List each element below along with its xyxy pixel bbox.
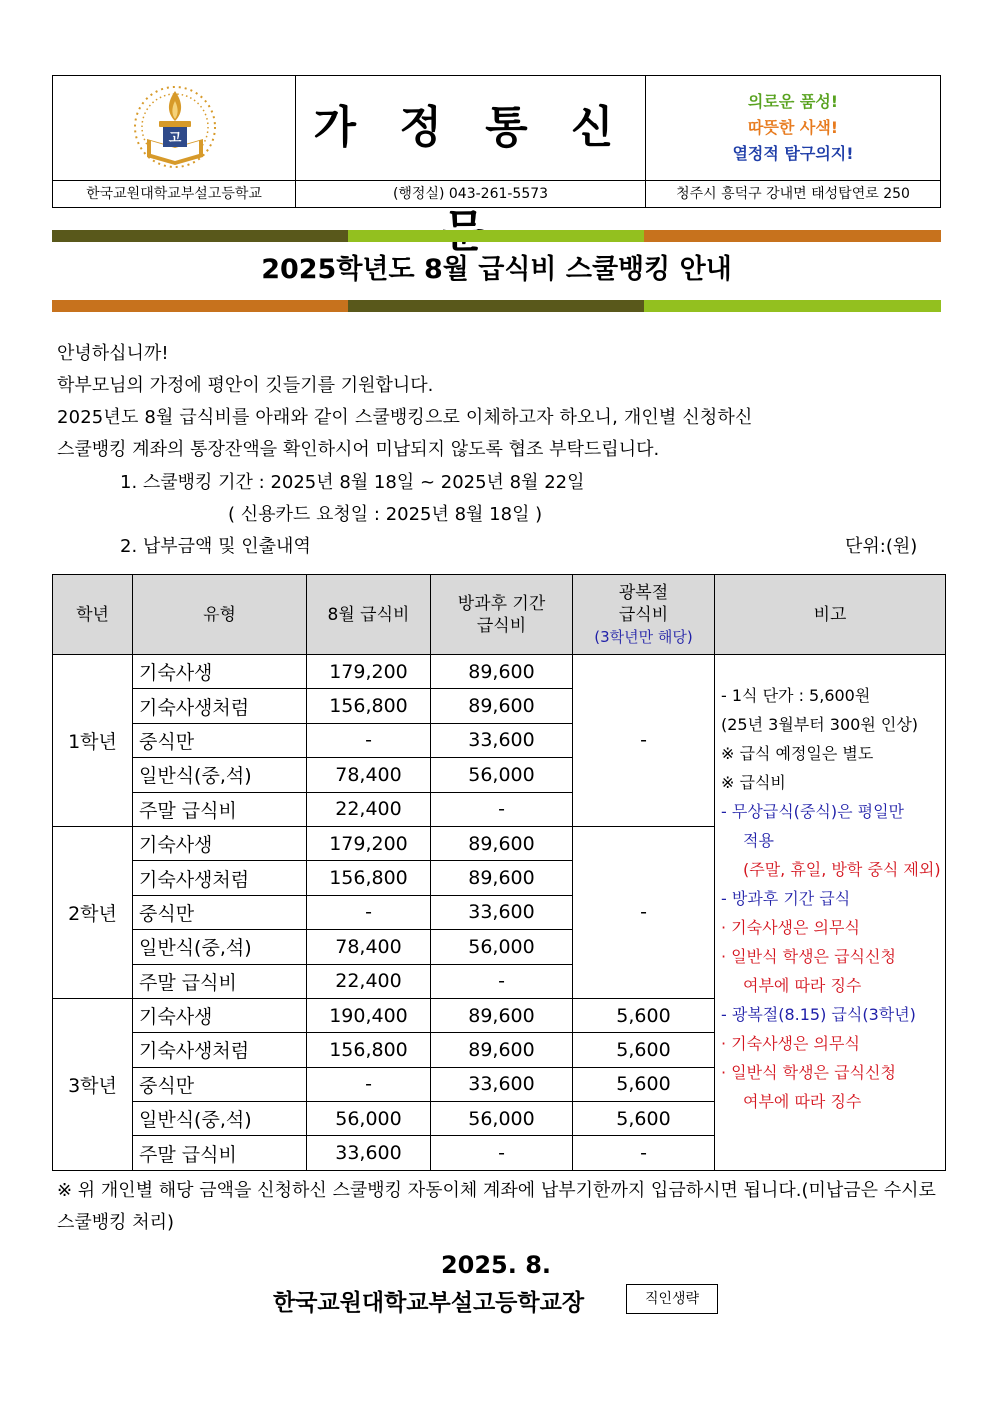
school-name: 한국교원대학교부설고등학교 [53,181,296,208]
header-grade: 학년 [53,575,133,655]
table-row: 중식만 - 33,600 [53,895,946,929]
table-row: 3학년 기숙사생 190,400 89,600 5,600 [53,998,946,1032]
table-row: 주말 급식비 22,400 - [53,792,946,826]
unit-label: 단위:(원) [845,536,918,557]
school-address: 청주시 흥덕구 강내면 태성탑연로 250 [676,186,910,202]
title-cell [296,76,646,180]
motto-line-2: 따뜻한 사색! [747,118,839,137]
table-row: 기숙사생처럼 156,800 89,600 [53,689,946,723]
table-header-row [53,575,946,655]
table-row: 중식만 - 33,600 5,600 [53,1067,946,1101]
card-request-date: ( 신용카드 요청일 : 2025년 8월 18일 ) [228,504,543,525]
motto-line-3: 열정적 탐구의지! [732,144,854,163]
table-row: 중식만 - 33,600 [53,723,946,757]
top-bar-olive [52,230,348,242]
grade-cell: 2학년 [53,826,133,998]
header-notes: 비고 [715,575,946,655]
table-row: 주말 급식비 22,400 - [53,964,946,998]
greeting: 안녕하십니까! [57,343,169,364]
payment-section-label: 2. 납부금액 및 인출내역 [120,536,311,557]
table-row: 일반식(중,석) 78,400 56,000 [53,930,946,964]
grade-cell: 3학년 [53,998,133,1170]
table-row: 주말 급식비 33,600 - - [53,1136,946,1170]
header-type: 유형 [133,575,307,655]
liberation-cell: - [573,655,715,827]
svg-text:고: 고 [168,131,182,146]
table-row: 1학년 기숙사생 179,200 89,600 - - 1식 단가 : 5,600원 (25년 3월부터 300원 인상) ※ 급식 예정일은 별도 ※ 급식비 - 무상급식(중식)은 평일만 적용 (주말, 휴일, 방학 중식 제외) - 방과후 기간 급식 · 기숙사생은 의무식 · 일반식 학생은 급식신청 여부에 따라 징수 - 광복절(8.15) 급식(3학년) · 기숙사생은 의무식 · 일반식 학생은 급식신청 여부에 따라 징수 [53,655,946,689]
grade-cell: 1학년 [53,655,133,827]
liberation-cell: - [573,826,715,998]
motto-line-1: 의로운 품성! [747,92,839,111]
header-august-fee: 8월 급식비 [307,575,431,655]
top-bar-green [348,230,644,242]
principal-signature: 한국교원대학교부설고등학교장 [273,1289,585,1316]
office-phone: (행정실) 043-261-5573 [296,181,646,208]
bottom-bar-olive [348,300,644,312]
document-title: 2025학년도 8월 급식비 스쿨뱅킹 안내 [261,254,732,285]
bottom-bar-orange [52,300,348,312]
table-row: 2학년 기숙사생 179,200 89,600 - [53,826,946,860]
newsletter-title: 가 정 통 신 [313,102,628,153]
footnote: ※ 위 개인별 해당 금액을 신청하신 스쿨뱅킹 자동이체 계좌에 납부기한까지 입금하시면 됩니다.(미납금은 수시로 스쿨뱅킹 처리) [57,1180,936,1233]
wish-line: 학부모님의 가정에 평안이 깃들기를 기원합니다. [57,375,434,396]
letterhead [52,75,941,208]
header-liberation-day: 광복절 급식비 (3학년만 해당) [573,575,715,655]
table-row: 기숙사생처럼 156,800 89,600 5,600 [53,1033,946,1067]
table-row: 일반식(중,석) 56,000 56,000 5,600 [53,1102,946,1136]
motto-cell [646,76,940,180]
notice-line-2: 스쿨뱅킹 계좌의 통장잔액을 확인하시어 미납되지 않도록 협조 부탁드립니다. [57,439,660,460]
bottom-bar-green [644,300,941,312]
notice-line-1: 2025년도 8월 급식비를 아래와 같이 스쿨뱅킹으로 이체하고자 하오니, 개인별 신청하신 [57,407,753,428]
table-row: 기숙사생처럼 156,800 89,600 [53,861,946,895]
banking-period: 1. 스쿨뱅킹 기간 : 2025년 8월 18일 ~ 2025년 8월 22일 [120,472,585,493]
seal-omitted-stamp: 직인생략 [626,1284,718,1314]
issue-date: 2025. 8. [440,1251,552,1279]
logo-cell [53,76,296,180]
header-after-school: 방과후 기간 급식비 [431,575,573,655]
notes-cell: - 1식 단가 : 5,600원 (25년 3월부터 300원 인상) ※ 급식 예정일은 별도 ※ 급식비 - 무상급식(중식)은 평일만 적용 (주말, 휴일, 방학 중식 제외) - 방과후 기간 급식 · 기숙사생은 의무식 · 일반식 학생은 급식신청 여부에 따라 징수 - 광복절(8.15) 급식(3학년) · 기숙사생은 의무식 · 일반식 학생은 급식신청 여부에 따라 징수 [715,655,946,1171]
school-logo-icon [125,83,225,173]
fee-table [52,574,946,1171]
table-row: 일반식(중,석) 78,400 56,000 [53,758,946,792]
top-bar-orange [644,230,941,242]
